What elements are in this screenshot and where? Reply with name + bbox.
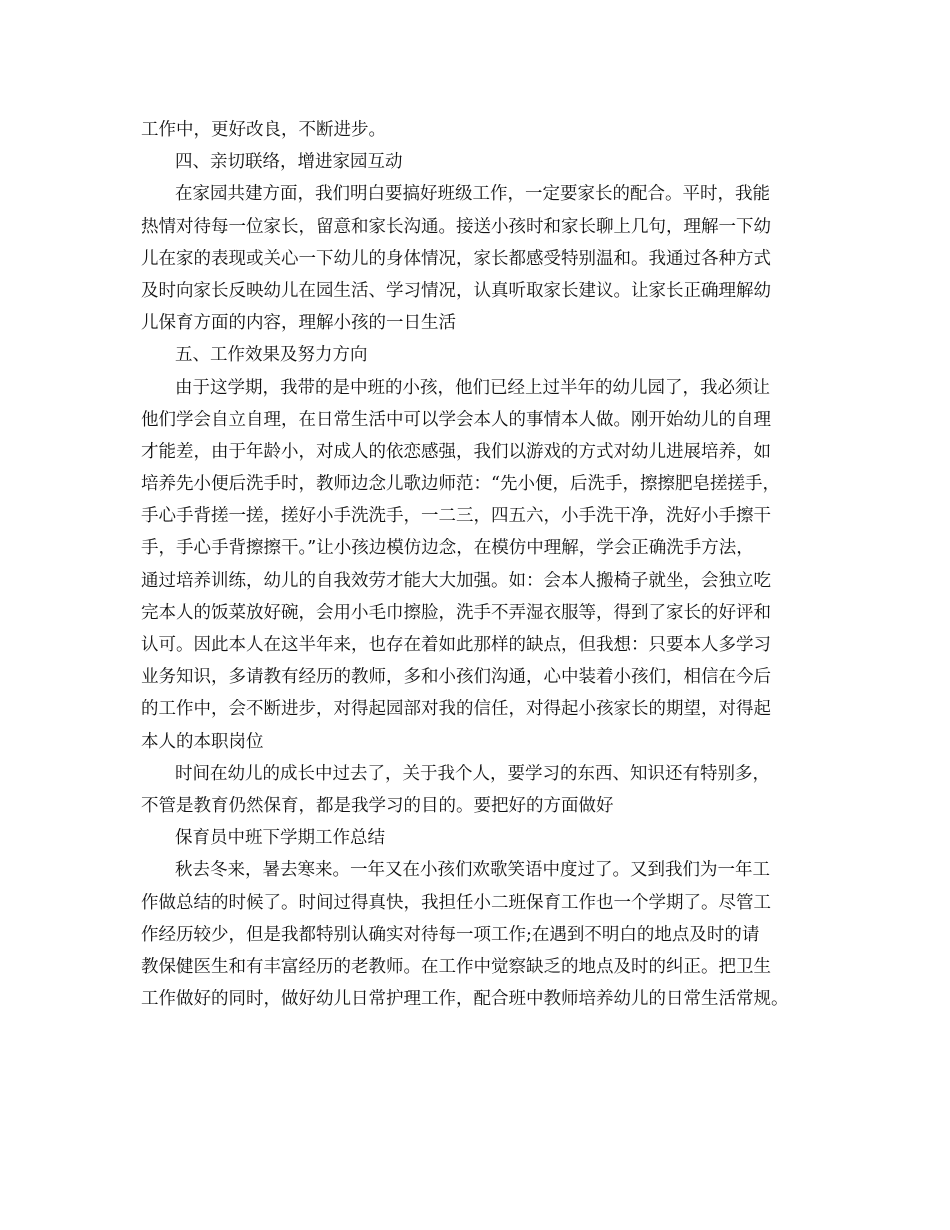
document-body xyxy=(141,114,831,1015)
text-line: 培养先小便后洗手时，教师边念儿歌边师范：“先小便，后洗手，擦擦肥皂搓搓手， xyxy=(141,474,780,495)
text-line: 教保健医生和有丰富经历的老教师。在工作中觉察缺乏的地点及时的纠正。把卫生 xyxy=(141,956,771,977)
text-line: 手心手背搓一搓，搓好小手洗洗手，一二三，四五六，小手洗干净，洗好小手擦干 xyxy=(141,506,771,527)
text-line: 四、亲切联络，增进家园互动 xyxy=(175,152,403,173)
text-line: 秋去冬来，暑去寒来。一年又在小孩们欢歌笑语中度过了。又到我们为一年工 xyxy=(175,860,770,881)
text-line: 不管是教育仍然保育，都是我学习的目的。要把好的方面做好 xyxy=(141,795,614,816)
text-line: 儿保育方面的内容，理解小孩的一日生活 xyxy=(141,313,456,334)
text-line: 工作做好的同时，做好幼儿日常护理工作，配合班中教师培养幼儿的日常生活常规。 xyxy=(141,989,789,1010)
text-line: 时间在幼儿的成长中过去了，关于我个人，要学习的东西、知识还有特别多， xyxy=(175,763,770,784)
text-line: 业务知识，多请教有经历的教师，多和小孩们沟通，心中装着小孩们，相信在今后 xyxy=(141,667,771,688)
text-line: 作做总结的时候了。时间过得真快，我担任小二班保育工作也一个学期了。尽管工 xyxy=(141,892,771,913)
text-line: 的工作中，会不断进步，对得起园部对我的信任，对得起小孩家长的期望，对得起 xyxy=(141,699,771,720)
text-line: 完本人的饭菜放好碗，会用小毛巾擦脸，洗手不弄湿衣服等，得到了家长的好评和 xyxy=(141,602,771,623)
text-line: 通过培养训练，幼儿的自我效劳才能大大加强。如：会本人搬椅子就坐，会独立吃 xyxy=(141,570,771,591)
text-line: 作经历较少，但是我都特别认确实对待每一项工作;在遇到不明白的地点及时的请 xyxy=(141,924,760,945)
text-line: 工作中，更好改良，不断进步。 xyxy=(141,120,386,140)
text-line: 由于这学期，我带的是中班的小孩，他们已经上过半年的幼儿园了，我必须让 xyxy=(175,377,770,398)
text-line: 手，手心手背擦擦干。”让小孩边模仿边念，在模仿中理解，学会正确洗手方法， xyxy=(141,538,754,559)
text-line: 他们学会自立自理，在日常生活中可以学会本人的事情本人做。刚开始幼儿的自理 xyxy=(141,409,771,430)
text-line: 才能差，由于年龄小，对成人的依恋感强，我们以游戏的方式对幼儿进展培养，如 xyxy=(141,441,771,462)
text-line: 儿在家的表现或关心一下幼儿的身体情况，家长都感受特别温和。我通过各种方式 xyxy=(141,248,771,269)
text-line: 本人的本职岗位 xyxy=(141,731,264,752)
text-line: 认可。因此本人在这半年来，也存在着如此那样的缺点，但我想：只要本人多学习 xyxy=(141,635,771,655)
text-line: 及时向家长反映幼儿在园生活、学习情况，认真听取家长建议。让家长正确理解幼 xyxy=(141,280,771,301)
text-line: 五、工作效果及努力方向 xyxy=(175,345,368,366)
text-line: 热情对待每一位家长，留意和家长沟通。接送小孩时和家长聊上几句，理解一下幼 xyxy=(141,216,771,237)
text-line: 保育员中班下学期工作总结 xyxy=(175,828,385,849)
text-line: 在家园共建方面，我们明白要搞好班级工作，一定要家长的配合。平时，我能 xyxy=(175,184,770,205)
